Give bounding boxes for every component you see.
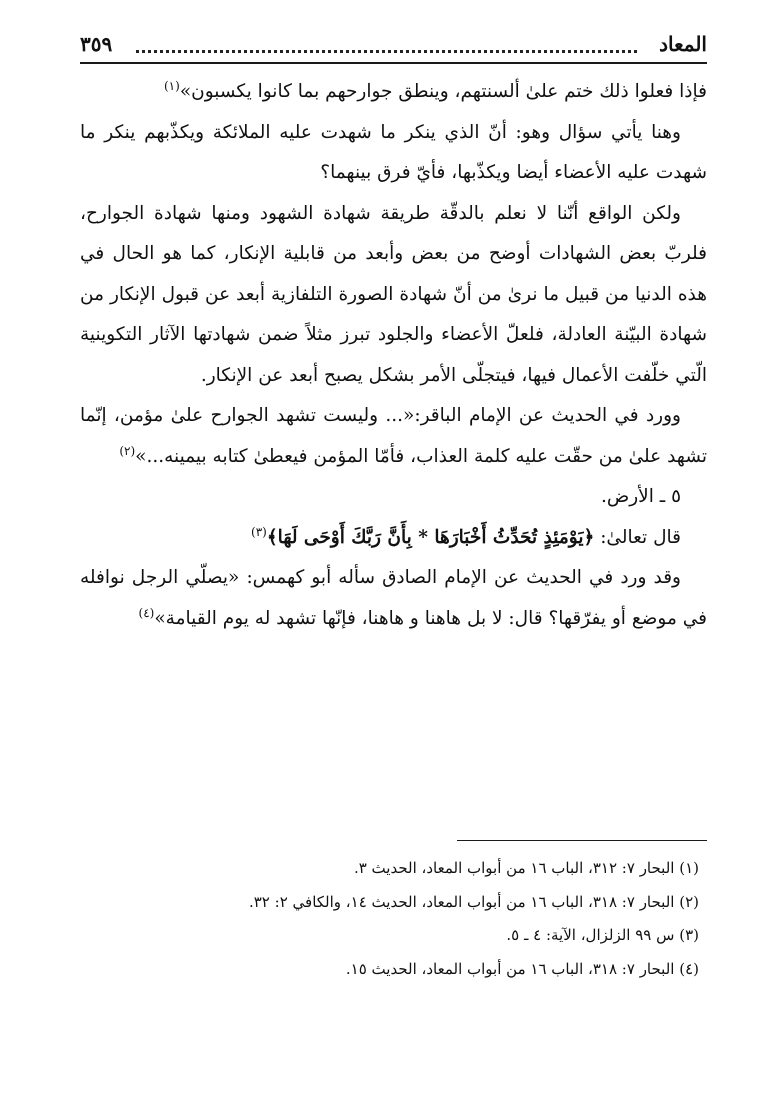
footnote-ref: (١) bbox=[163, 78, 180, 93]
footnote-ref: (٤) bbox=[138, 605, 155, 620]
paragraph bbox=[80, 518, 707, 559]
footnote: (٢) البحار ٧: ٣١٨، الباب ١٦ من أبواب المعاد، الحديث ١٤، والكافي ٢: ٣٢. bbox=[248, 892, 699, 911]
page-number: ٣٥٩ bbox=[80, 32, 113, 56]
footnote: (٤) البحار ٧: ٣١٨، الباب ١٦ من أبواب المعاد، الحديث ١٥. bbox=[345, 959, 699, 978]
paragraph-text: فإذا فعلوا ذلك ختم علىٰ ألسنتهم، وينطق جوارحهم بما كانوا يكسبون» bbox=[179, 81, 707, 102]
header-dot-leader bbox=[136, 36, 637, 53]
section-heading: ٥ ـ الأرض. bbox=[601, 486, 681, 507]
footnote: (١) البحار ٧: ٣١٢، الباب ١٦ من أبواب المعاد، الحديث ٣. bbox=[353, 859, 699, 877]
paragraph-text: وورد في الحديث عن الإمام الباقر:«... وليست تشهد الجوارح علىٰ مؤمن، إنّما تشهد علىٰ من حقّت عليه كلمة العذاب، فأمّا المؤمن فيعطىٰ كتابه بيمينه...» bbox=[80, 405, 707, 467]
quran-verse: ﴿يَوْمَئِذٍ تُحَدِّثُ أَخْبَارَهَا * بِأَنَّ رَبَّكَ أَوْحَى لَهَا﴾ bbox=[266, 526, 595, 548]
paragraph bbox=[80, 396, 707, 477]
footnotes bbox=[80, 852, 699, 986]
paragraph: ولكن الواقع أنّنا لا نعلم بالدقّة طريقة شهادة الشهود ومنها شهادة الجوارح، فلربّ بعض الشهادات أوضح من بعض وأبعد من قابلية الإنكار، كما هو الحال في هذه الدنيا من قبيل ما نرىٰ من أنّ شهادة الصورة التلفازية أبعد عن قبول الإنكار من شهادة البيّنة العادلة، فلعلّ الأعضاء والجلود تبرز مثلاً ضمن شهادتها الآثار التكوينية الّتي خلّفت الأعمال فيها، فيتجلّى الأمر بشكل يصبح أبعد عن الإنكار. bbox=[80, 202, 707, 386]
paragraph: وهنا يأتي سؤال وهو: أنّ الذي ينكر ما شهدت عليه الملائكة ويكذّبهم ينكر ما شهدت عليه الأعضاء أيضا ويكذّبها، فأيّ فرق بينهما؟ bbox=[80, 121, 707, 183]
footnote: (٣) س ٩٩ الزلزال، الآية: ٤ ـ ٥. bbox=[506, 926, 699, 944]
chapter-title: المعاد bbox=[659, 32, 707, 56]
running-header bbox=[80, 30, 707, 64]
paragraph bbox=[80, 72, 707, 113]
footnote-ref: (٣) bbox=[251, 524, 267, 539]
paragraph-text: قال تعالىٰ: bbox=[594, 526, 681, 548]
paragraph-text: وقد ورد في الحديث عن الإمام الصادق سأله أبو كهمس: «يصلّي الرجل نوافله في موضع أو يفرّقها؟ قال: لا بل هاهنا و هاهنا، فإنّها تشهد له يوم القيامة» bbox=[80, 567, 707, 629]
footnote-ref: (٢) bbox=[119, 443, 136, 458]
main-text bbox=[80, 72, 707, 639]
footnote-separator bbox=[457, 840, 707, 841]
paragraph bbox=[80, 558, 707, 639]
